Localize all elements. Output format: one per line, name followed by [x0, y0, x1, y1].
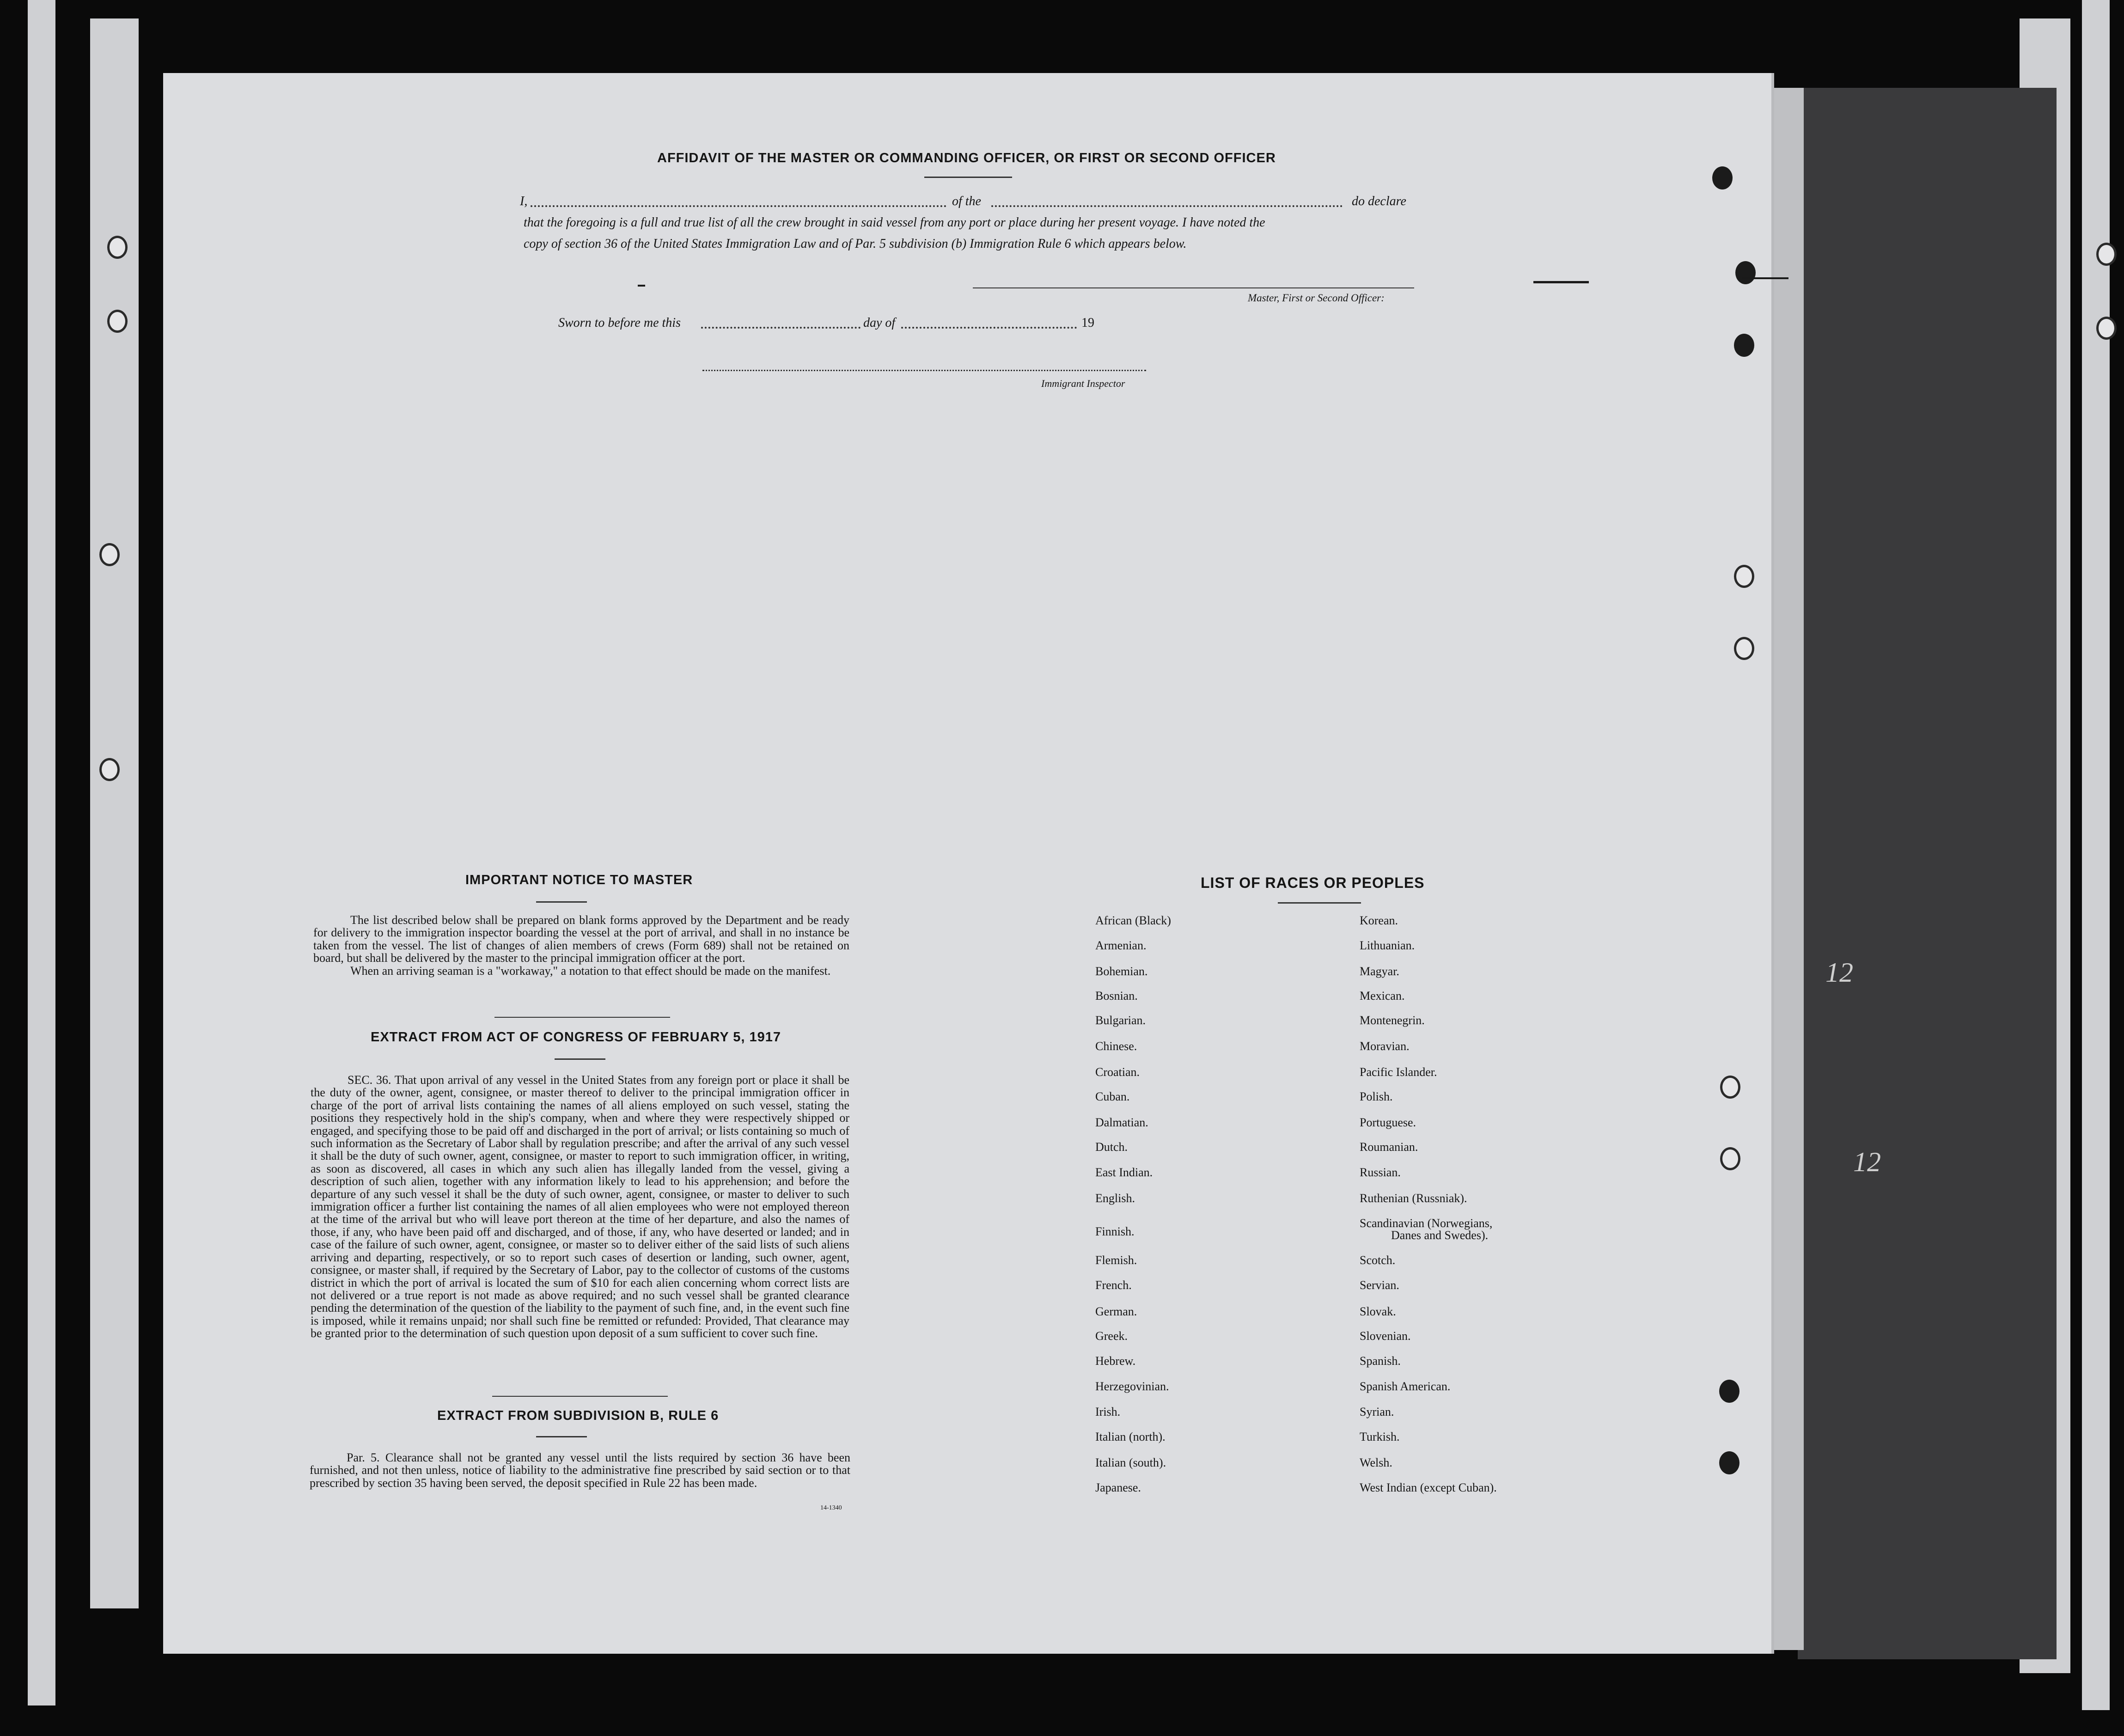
affidavit-line2: that the foregoing is a full and true list of all the crew brought in said vessel from any port or place during her present voyage. I have noted the: [524, 215, 1265, 230]
race-item: Magyar.: [1360, 965, 1399, 978]
race-item: Polish.: [1360, 1090, 1393, 1103]
race-item: Russian.: [1360, 1166, 1401, 1179]
race-item: Portuguese.: [1360, 1116, 1416, 1129]
handwritten-number: 12: [1853, 1147, 1881, 1177]
punch-hole: [1734, 637, 1754, 660]
affidavit-line3: copy of section 36 of the United States Immigration Law and of Par. 5 subdivision (b) Immigration Rule 6 which appears below.: [524, 237, 1187, 251]
race-item: Cuban.: [1095, 1090, 1130, 1103]
handwritten-stroke: [1742, 277, 1788, 279]
punch-hole: [1735, 261, 1756, 284]
form-code: 14-1340: [820, 1504, 842, 1511]
race-item: Chinese.: [1095, 1039, 1137, 1053]
notice-para-2: When an arriving seaman is a "workaway," a notation to that effect should be made on the manifest.: [350, 964, 831, 978]
race-item: Spanish.: [1360, 1354, 1401, 1368]
race-item: Japanese.: [1095, 1481, 1141, 1494]
binder-hole: [107, 310, 128, 333]
handwritten-number: 12: [1825, 957, 1853, 988]
small-dash: [638, 285, 645, 287]
race-item: Lithuanian.: [1360, 939, 1415, 952]
punch-hole: [1712, 166, 1733, 189]
race-item: Dalmatian.: [1095, 1116, 1148, 1129]
race-item: Ruthenian (Russniak).: [1360, 1192, 1467, 1205]
race-item: Greek.: [1095, 1329, 1128, 1343]
race-item: Italian (north).: [1095, 1430, 1166, 1443]
race-item: Korean.: [1360, 914, 1398, 927]
race-item: Hebrew.: [1095, 1354, 1136, 1368]
affidavit-of-label: of the: [952, 194, 981, 208]
race-item: German.: [1095, 1305, 1137, 1318]
race-item: Montenegrin.: [1360, 1014, 1425, 1027]
race-item: Armenian.: [1095, 939, 1147, 952]
signature-label: Master, First or Second Officer:: [1248, 292, 1385, 304]
race-item: Spanish American.: [1360, 1380, 1451, 1393]
handwritten-stroke: [1533, 281, 1589, 283]
race-item: English.: [1095, 1192, 1135, 1205]
binder-hole: [2096, 317, 2117, 340]
race-item: Scandinavian (Norwegians,: [1360, 1216, 1493, 1230]
extract-rule-underline: [536, 1436, 587, 1437]
race-item: Pacific Islander.: [1360, 1065, 1437, 1079]
binder-hole: [99, 543, 120, 566]
punch-hole: [1734, 565, 1754, 588]
rule-6-text: Par. 5. Clearance shall not be granted any vessel until the lists required by section 36 have been furnished, and not then unless, notice of liability to the administrative fine prescribed by said section or to that prescribed by section 35 having been served, the deposit specified in Rule 22 has been made.: [310, 1451, 850, 1490]
race-item-continuation: Danes and Swedes).: [1391, 1229, 1489, 1242]
vessel-field[interactable]: [991, 205, 1343, 207]
day-of-label: day of: [863, 316, 896, 330]
race-item: Bohemian.: [1095, 965, 1148, 978]
race-item: East Indian.: [1095, 1166, 1153, 1179]
race-item: Herzegovinian.: [1095, 1380, 1169, 1393]
notice-text: [313, 914, 849, 977]
extract-rule-text: [310, 1451, 850, 1489]
section-divider: [492, 1396, 668, 1397]
races-underline: [1278, 902, 1361, 904]
race-item: French.: [1095, 1278, 1132, 1292]
title-underline: [924, 177, 1012, 178]
notice-underline: [536, 901, 587, 903]
race-item: Scotch.: [1360, 1253, 1396, 1267]
race-item: Slovak.: [1360, 1305, 1396, 1318]
extract-rule-title: EXTRACT FROM SUBDIVISION B, RULE 6: [437, 1408, 719, 1423]
race-item: Italian (south).: [1095, 1456, 1166, 1469]
year-label: 19: [1081, 316, 1094, 330]
race-item: Croatian.: [1095, 1065, 1140, 1079]
race-item: Dutch.: [1095, 1140, 1128, 1154]
sworn-label: Sworn to before me this: [558, 316, 681, 330]
race-item: Bosnian.: [1095, 989, 1138, 1002]
left-binding-strip-outer: [28, 0, 55, 1705]
affidavit-i-label: I,: [520, 194, 528, 208]
name-field[interactable]: [531, 205, 946, 207]
race-item: Finnish.: [1095, 1225, 1135, 1238]
race-item: Roumanian.: [1360, 1140, 1418, 1154]
race-item: Irish.: [1095, 1405, 1121, 1418]
races-title: LIST OF RACES OR PEOPLES: [1201, 874, 1425, 891]
binder-hole: [107, 236, 128, 259]
sworn-month-field[interactable]: [901, 327, 1077, 329]
extract-act-text: [311, 1074, 849, 1340]
punch-hole: [1734, 334, 1754, 357]
race-item: Servian.: [1360, 1278, 1399, 1292]
page-edge: [1771, 88, 1804, 1650]
underlying-page: [1798, 88, 2057, 1659]
extract-act-title: EXTRACT FROM ACT OF CONGRESS OF FEBRUARY 5, 1917: [371, 1030, 781, 1045]
race-item: Welsh.: [1360, 1456, 1392, 1469]
notice-title: IMPORTANT NOTICE TO MASTER: [465, 873, 693, 887]
punch-hole: [1720, 1076, 1740, 1099]
race-item: West Indian (except Cuban).: [1360, 1481, 1497, 1494]
race-item: Mexican.: [1360, 989, 1405, 1002]
form-sheet: [163, 73, 1771, 1654]
inspector-label: Immigrant Inspector: [1041, 378, 1125, 389]
binder-hole: [2096, 243, 2117, 266]
race-item: Bulgarian.: [1095, 1014, 1146, 1027]
race-item: African (Black): [1095, 914, 1171, 927]
race-item: Turkish.: [1360, 1430, 1400, 1443]
sworn-day-field[interactable]: [701, 327, 861, 329]
race-item: Syrian.: [1360, 1405, 1394, 1418]
affidavit-declare-label: do declare: [1352, 194, 1406, 208]
section-divider: [494, 1017, 670, 1018]
inspector-signature-field[interactable]: [702, 370, 1146, 371]
notice-para-1: The list described below shall be prepared on blank forms approved by the Department and be ready for delivery to the immigration inspector boarding the vessel at the port of arrival, and shall in no instance be taken from the vessel. The list of changes of alien members of crews (Form 689) shall not be retained on board, but shall be delivered by the master to the principal immigration officer at the port.: [313, 913, 849, 965]
punch-hole: [1720, 1147, 1740, 1170]
section-36-text: SEC. 36. That upon arrival of any vessel in the United States from any foreign port or place it shall be the duty of the owner, agent, consignee, or master thereof to deliver to the principal immigration officer in charge of the port of arrival lists containing the names of all aliens employed on such vessel, stating the positions they respectively hold in the ship's company, when and where they were respectively shipped or engaged, and specifying those to be paid off and discharged in the port of arrival; or lists containing so much of such information as the Secretary of Labor shall by regulation prescribe; and after the arrival of any such vessel it shall be the duty of such owner, agent, consignee, or master to report to such immigration officer, in writing, as soon as discovered, all cases in which any such alien has illegally landed from the vessel, giving a description of such alien, together with any information likely to lead to his apprehension; and before the departure of any such vessel it shall be the duty of such owner, agent, consignee, or master to deliver to such immigration officer a further list containing the names of all alien employees who were not employed thereon at the time of the arrival but who will leave port thereon at the time of her departure, and also the names of those, if any, who have been paid off and discharged, and of those, if any, who have deserted or landed; and in case of the failure of such owner, agent, consignee, or master so to deliver either of the said lists of such aliens arriving and departing, respectively, or so to report such cases of desertion or landing, such owner, agent, consignee, or master shall, if required by the Secretary of Labor, pay to the collector of customs of the customs district in which the port of arrival is located the sum of $10 for each alien concerning whom correct lists are not delivered or a true report is not made as above required; and no such vessel shall be granted clearance pending the determination of the question of the liability to the payment of such fine, and, in the event such fine is imposed, while it remains unpaid; nor shall such fine be remitted or refunded: Provided, That clearance may be granted prior to the determination of such question upon deposit of a sum sufficient to cover such fine.: [311, 1073, 849, 1340]
race-item: Slovenian.: [1360, 1329, 1411, 1343]
punch-hole: [1719, 1451, 1739, 1474]
extract-act-underline: [555, 1058, 605, 1060]
race-item: Flemish.: [1095, 1253, 1137, 1267]
binder-hole: [99, 758, 120, 781]
punch-hole: [1719, 1380, 1739, 1403]
signature-line[interactable]: [973, 287, 1414, 288]
affidavit-title: AFFIDAVIT OF THE MASTER OR COMMANDING OFFICER, OR FIRST OR SECOND OFFICER: [657, 151, 1276, 165]
race-item: Moravian.: [1360, 1039, 1410, 1053]
